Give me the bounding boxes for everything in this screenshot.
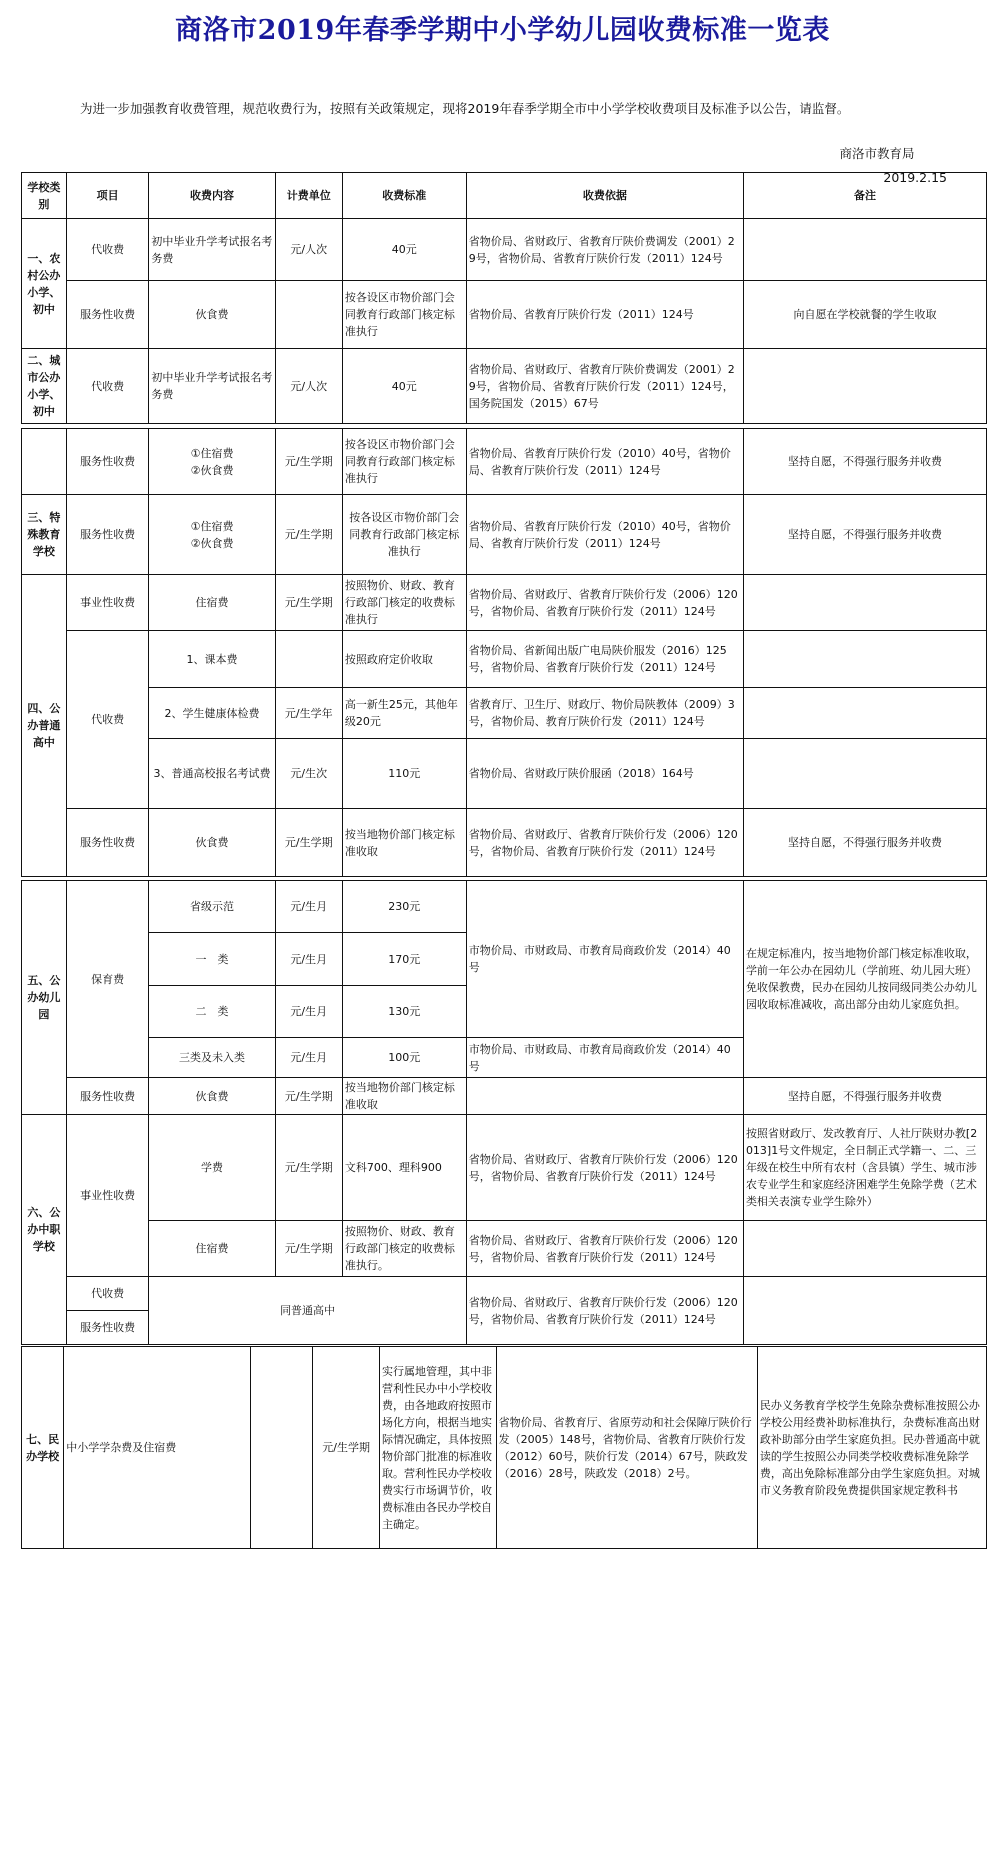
remark-cell (743, 1221, 986, 1277)
basis-cell: 省物价局、省教育厅、省原劳动和社会保障厅陕价行发（2005）148号，省物价局、省教育厅陕价行发（2012）60号，陕价行发（2014）67号，陕政发（2016）28号，陕政发（2018）2号。 (496, 1347, 757, 1549)
standard-cell: 110元 (342, 739, 466, 809)
content-cell: 二 类 (149, 986, 275, 1038)
item-cell: 代收费 (66, 219, 149, 281)
remark-cell (743, 631, 986, 688)
content-cell: 初中毕业升学考试报名考务费 (149, 219, 275, 281)
table-row (22, 1078, 987, 1115)
remark-cell (743, 575, 986, 631)
remark-cell (743, 1277, 986, 1345)
unit-cell: 元/生月 (275, 986, 342, 1038)
blank-cell (251, 1347, 313, 1549)
standard-cell: 100元 (342, 1038, 466, 1078)
unit-cell: 元/生学期 (275, 495, 342, 575)
remark-cell: 坚持自愿，不得强行服务并收费 (743, 429, 986, 495)
item-cell: 事业性收费 (66, 575, 149, 631)
standard-cell: 按照物价、财政、教育行政部门核定的收费标准执行。 (342, 1221, 466, 1277)
content-cell: 省级示范 (149, 881, 275, 933)
remark-cell: 向自愿在学校就餐的学生收取 (743, 281, 986, 349)
item-cell: 服务性收费 (66, 1078, 149, 1115)
basis-cell: 市物价局、市财政局、市教育局商政价发（2014）40号 (466, 881, 743, 1038)
content-cell: 三类及未入类 (149, 1038, 275, 1078)
table-row (22, 631, 987, 688)
content-cell: 住宿费 (149, 575, 275, 631)
remark-cell (743, 688, 986, 739)
unit-cell: 元/生学期 (275, 809, 342, 877)
standard-cell: 按当地物价部门核定标准收取 (342, 809, 466, 877)
school-type-cell: 一、农村公办小学、初中 (22, 219, 67, 349)
content-cell: 一 类 (149, 933, 275, 986)
remark-cell: 在规定标准内，按当地物价部门核定标准收取，学前一年公办在园幼儿（学前班、幼儿园大班）免收保教费，民办在园幼儿按同级同类公办幼儿园收取标准减收，高出部分由幼儿家庭负担。 (743, 881, 986, 1078)
school-type-cell: 四、公办普通高中 (22, 575, 67, 877)
header-remark: 备注 (743, 173, 986, 219)
standard-cell: 按照政府定价收取 (342, 631, 466, 688)
school-type-cell (22, 429, 67, 495)
standard-cell: 按各设区市物价部门会同教育行政部门核定标准执行 (342, 429, 466, 495)
table-row (22, 1347, 987, 1549)
table-row (22, 1277, 987, 1311)
unit-cell: 元/生月 (275, 1038, 342, 1078)
remark-cell: 坚持自愿，不得强行服务并收费 (743, 1078, 986, 1115)
unit-cell: 元/人次 (275, 219, 342, 281)
publisher-name: 商洛市教育局 (839, 146, 915, 161)
basis-cell: 省教育厅、卫生厅、财政厅、物价局陕教体（2009）3号，省物价局、教育厅陕价行发（2011）124号 (466, 688, 743, 739)
fee-table-d (21, 1346, 987, 1549)
basis-cell: 省物价局、省财政厅、省教育厅陕价行发（2006）120号，省物价局、省教育厅陕价行发（2011）124号 (466, 1277, 743, 1345)
item-cell: 服务性收费 (66, 429, 149, 495)
unit-cell: 元/生学期 (313, 1347, 380, 1549)
content-cell: ①住宿费 ②伙食费 (149, 495, 275, 575)
basis-cell: 省物价局、省财政厅、省教育厅陕价行发（2006）120号，省物价局、省教育厅陕价行发（2011）124号 (466, 1115, 743, 1221)
basis-cell: 省物价局、省教育厅陕价行发（2010）40号，省物价局、省教育厅陕价行发（2011）124号 (466, 495, 743, 575)
table-row (22, 739, 987, 809)
fee-table-a (21, 172, 987, 424)
content-cell: 伙食费 (149, 281, 275, 349)
unit-cell: 元/生学期 (275, 1115, 342, 1221)
intro-paragraph: 为进一步加强教育收费管理，规范收费行为，按照有关政策规定，现将2019年春季学期全市中小学学校收费项目及标准予以公告，请监督。 (80, 101, 850, 116)
remark-cell: 民办义务教育学校学生免除杂费标准按照公办学校公用经费补助标准执行，杂费标准高出财政补助部分由学生家庭负担。民办普通高中就读的学生按照公办同类学校收费标准免除学费，高出免除标准部分由学生家庭负担。对城市义务教育阶段免费提供国家规定教科书 (757, 1347, 986, 1549)
unit-cell: 元/生学期 (275, 429, 342, 495)
unit-cell: 元/生次 (275, 739, 342, 809)
content-cell: 住宿费 (149, 1221, 275, 1277)
remark-cell (743, 739, 986, 809)
item-cell: 代收费 (66, 349, 149, 424)
school-type-cell: 七、民办学校 (22, 1347, 64, 1549)
unit-cell: 元/生月 (275, 933, 342, 986)
item-cell: 服务性收费 (66, 809, 149, 877)
unit-cell: 元/生学期 (275, 1078, 342, 1115)
standard-cell: 40元 (342, 349, 466, 424)
remark-cell: 按照省财政厅、发改教育厅、人社厅陕财办教[2013]1号文件规定，全日制正式学籍一、二、三年级在校生中所有农村（含县镇）学生、城市涉农专业学生和家庭经济困难学生免除学费（艺术类相关表演专业学生除外） (743, 1115, 986, 1221)
item-cell: 保育费 (66, 881, 149, 1078)
item-cell: 代收费 (66, 631, 149, 809)
standard-cell: 按各设区市物价部门会同教育行政部门核定标准执行 (342, 495, 466, 575)
basis-cell: 省物价局、省财政厅陕价服函（2018）164号 (466, 739, 743, 809)
unit-cell: 元/生学年 (275, 688, 342, 739)
basis-cell: 省物价局、省教育厅陕价行发（2011）124号 (466, 281, 743, 349)
same-as-highschool-cell: 同普通高中 (149, 1277, 466, 1345)
school-type-cell: 三、特殊教育学校 (22, 495, 67, 575)
standard-cell: 实行属地管理，其中非营利性民办中小学校收费，由各地政府按照市场化方向，根据当地实际情况确定，具体按照物价部门批准的标准收取。营利性民办学校收费实行市场调节价，收费标准由各民办学校自主确定。 (379, 1347, 496, 1549)
header-standard: 收费标准 (342, 173, 466, 219)
unit-cell (275, 281, 342, 349)
publish-date: 2019.2.15 (883, 170, 947, 185)
item-cell: 事业性收费 (66, 1115, 149, 1277)
table-row (22, 881, 987, 933)
standard-cell: 40元 (342, 219, 466, 281)
header-item: 项目 (66, 173, 149, 219)
standard-cell: 130元 (342, 986, 466, 1038)
basis-cell: 省物价局、省财政厅、省教育厅陕价费调发（2001）29号，省物价局、省教育厅陕价行发（2011）124号 (466, 219, 743, 281)
basis-cell: 省物价局、省财政厅、省教育厅陕价费调发（2001）29号，省物价局、省教育厅陕价行发（2011）124号，国务院国发（2015）67号 (466, 349, 743, 424)
item-cell: 服务性收费 (66, 281, 149, 349)
standard-cell: 文科700、理科900 (342, 1115, 466, 1221)
table-row (22, 1115, 987, 1221)
basis-cell: 市物价局、市财政局、市教育局商政价发（2014）40号 (466, 1038, 743, 1078)
table-row (22, 219, 987, 281)
standard-cell: 230元 (342, 881, 466, 933)
fee-table-c (21, 880, 987, 1345)
content-cell: 2、学生健康体检费 (149, 688, 275, 739)
content-cell: 3、普通高校报名考试费 (149, 739, 275, 809)
unit-cell: 元/生月 (275, 881, 342, 933)
content-cell: 伙食费 (149, 809, 275, 877)
basis-cell: 省物价局、省财政厅、省教育厅陕价行发（2006）120号，省物价局、省教育厅陕价行发（2011）124号 (466, 809, 743, 877)
header-basis: 收费依据 (466, 173, 743, 219)
standard-cell: 按各设区市物价部门会同教育行政部门核定标准执行 (342, 281, 466, 349)
table-row (22, 429, 987, 495)
table-row (22, 495, 987, 575)
table-row (22, 281, 987, 349)
basis-cell (466, 1078, 743, 1115)
table-row (22, 575, 987, 631)
header-school-type: 学校类别 (22, 173, 67, 219)
basis-cell: 省物价局、省新闻出版广电局陕价服发（2016）125号，省物价局、省教育厅陕价行发（2011）124号 (466, 631, 743, 688)
item-cell: 服务性收费 (66, 1311, 149, 1345)
header-content: 收费内容 (149, 173, 275, 219)
unit-cell: 元/生学期 (275, 1221, 342, 1277)
standard-cell: 170元 (342, 933, 466, 986)
basis-cell: 省物价局、省财政厅、省教育厅陕价行发（2006）120号，省物价局、省教育厅陕价行发（2011）124号 (466, 575, 743, 631)
table-row (22, 809, 987, 877)
school-type-cell: 二、城市公办小学、初中 (22, 349, 67, 424)
unit-cell (275, 631, 342, 688)
content-cell: 1、课本费 (149, 631, 275, 688)
header-unit: 计费单位 (275, 173, 342, 219)
table-row (22, 1221, 987, 1277)
table-row (22, 688, 987, 739)
basis-cell: 省物价局、省财政厅、省教育厅陕价行发（2006）120号，省物价局、省教育厅陕价行发（2011）124号 (466, 1221, 743, 1277)
remark-cell (743, 349, 986, 424)
fee-table-b (21, 428, 987, 877)
table-header-row (22, 173, 987, 219)
table-row (22, 349, 987, 424)
content-cell: 学费 (149, 1115, 275, 1221)
standard-cell: 高一新生25元，其他年级20元 (342, 688, 466, 739)
remark-cell: 坚持自愿，不得强行服务并收费 (743, 495, 986, 575)
unit-cell: 元/人次 (275, 349, 342, 424)
item-cell: 服务性收费 (66, 495, 149, 575)
school-type-cell: 五、公办幼儿园 (22, 881, 67, 1115)
content-cell: ①住宿费 ②伙食费 (149, 429, 275, 495)
item-cell: 代收费 (66, 1277, 149, 1311)
unit-cell: 元/生学期 (275, 575, 342, 631)
standard-cell: 按当地物价部门核定标准收取 (342, 1078, 466, 1115)
content-cell: 伙食费 (149, 1078, 275, 1115)
remark-cell: 坚持自愿，不得强行服务并收费 (743, 809, 986, 877)
remark-cell (743, 219, 986, 281)
standard-cell: 按照物价、财政、教育行政部门核定的收费标准执行 (342, 575, 466, 631)
content-cell: 初中毕业升学考试报名考务费 (149, 349, 275, 424)
page-title: 商洛市2019年春季学期中小学幼儿园收费标准一览表 (175, 15, 830, 46)
basis-cell: 省物价局、省教育厅陕价行发（2010）40号，省物价局、省教育厅陕价行发（2011）124号 (466, 429, 743, 495)
content-cell: 中小学学杂费及住宿费 (64, 1347, 251, 1549)
school-type-cell: 六、公办中职学校 (22, 1115, 67, 1345)
